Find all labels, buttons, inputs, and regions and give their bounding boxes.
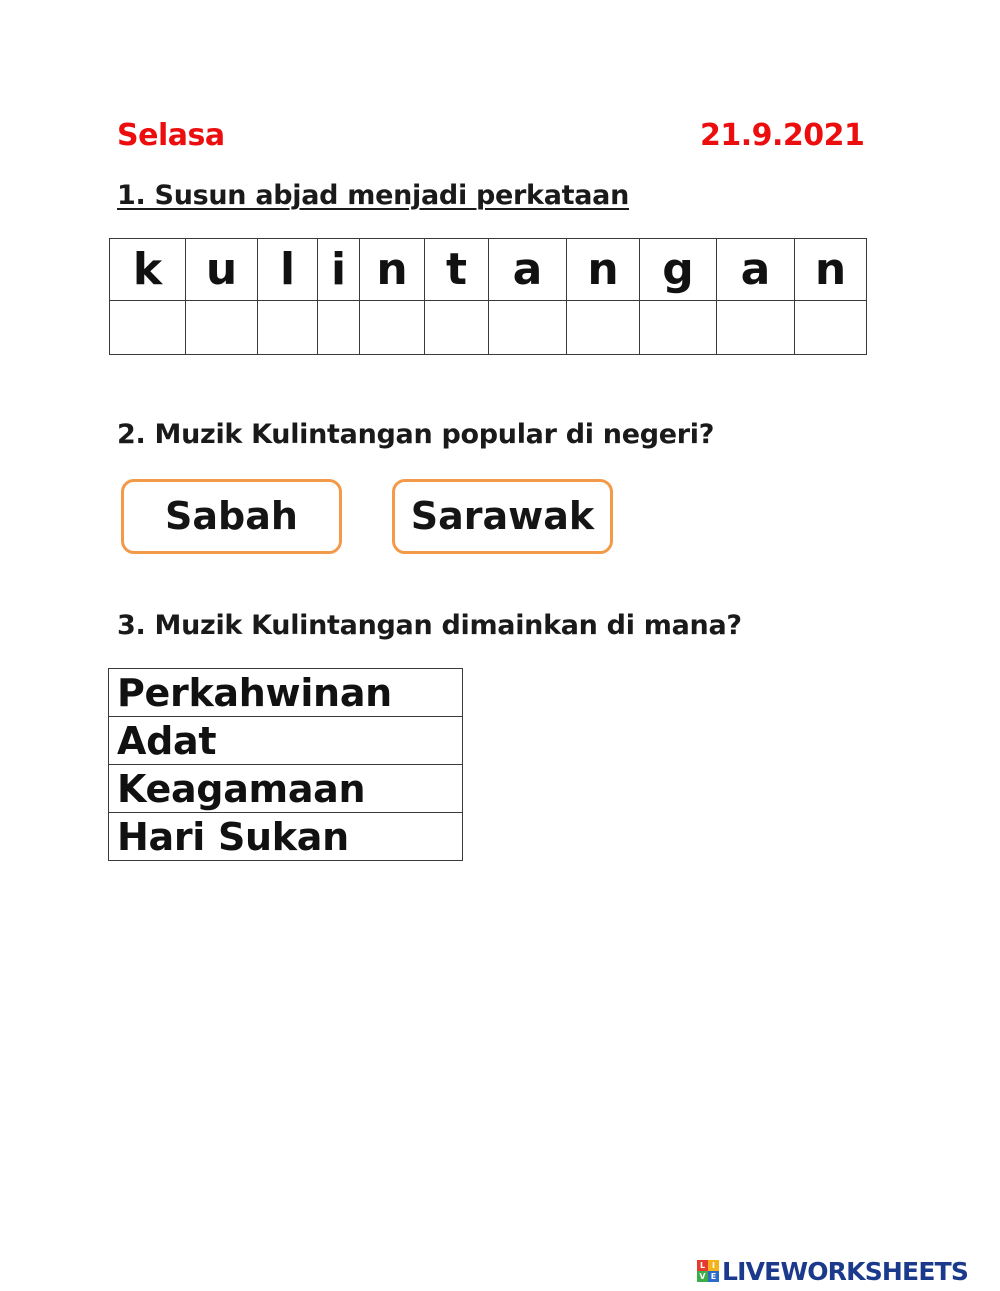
answer-row <box>110 301 867 355</box>
list-item <box>109 669 463 717</box>
letter-cell: i <box>318 239 360 301</box>
answer-cell-7[interactable] <box>489 301 567 355</box>
place-item-keagamaan[interactable]: Keagamaan <box>109 765 463 813</box>
answer-cell-3[interactable] <box>258 301 318 355</box>
date-label: 21.9.2021 <box>700 118 865 153</box>
letter-cell: n <box>567 239 640 301</box>
answer-cell-6[interactable] <box>425 301 489 355</box>
answer-cell-4[interactable] <box>318 301 360 355</box>
place-item-hari-sukan[interactable]: Hari Sukan <box>109 813 463 861</box>
answer-cell-11[interactable] <box>795 301 867 355</box>
answer-cell-2[interactable] <box>186 301 258 355</box>
list-item <box>109 765 463 813</box>
question-1-text: 1. Susun abjad menjadi perkataan <box>117 180 629 211</box>
liveworksheets-watermark <box>697 1256 968 1286</box>
answer-cell-1[interactable] <box>110 301 186 355</box>
place-item-adat[interactable]: Adat <box>109 717 463 765</box>
logo-letter: L <box>697 1260 708 1271</box>
answer-cell-8[interactable] <box>567 301 640 355</box>
answer-cell-5[interactable] <box>360 301 425 355</box>
letter-grid <box>109 238 867 355</box>
list-item <box>109 813 463 861</box>
letter-cell: l <box>258 239 318 301</box>
letter-cell: u <box>186 239 258 301</box>
place-list <box>108 668 463 861</box>
question-2-text: 2. Muzik Kulintangan popular di negeri? <box>117 419 715 450</box>
letter-cell: a <box>717 239 795 301</box>
option-sarawak-button[interactable]: Sarawak <box>392 479 613 554</box>
logo-letter: E <box>708 1271 719 1282</box>
letter-row <box>110 239 867 301</box>
letter-cell: a <box>489 239 567 301</box>
logo-letter: I <box>708 1260 719 1271</box>
watermark-text: LIVEWORKSHEETS <box>722 1256 969 1286</box>
letter-cell: g <box>640 239 717 301</box>
letter-cell: n <box>795 239 867 301</box>
letter-cell: n <box>360 239 425 301</box>
question-3-text: 3. Muzik Kulintangan dimainkan di mana? <box>117 610 742 641</box>
letter-cell: k <box>110 239 186 301</box>
letter-cell: t <box>425 239 489 301</box>
answer-cell-9[interactable] <box>640 301 717 355</box>
answer-cell-10[interactable] <box>717 301 795 355</box>
list-item <box>109 717 463 765</box>
logo-letter: V <box>697 1271 708 1282</box>
option-sabah-button[interactable]: Sabah <box>121 479 342 554</box>
day-label: Selasa <box>117 118 225 153</box>
place-item-perkahwinan[interactable]: Perkahwinan <box>109 669 463 717</box>
liveworksheets-logo-icon <box>697 1260 719 1282</box>
